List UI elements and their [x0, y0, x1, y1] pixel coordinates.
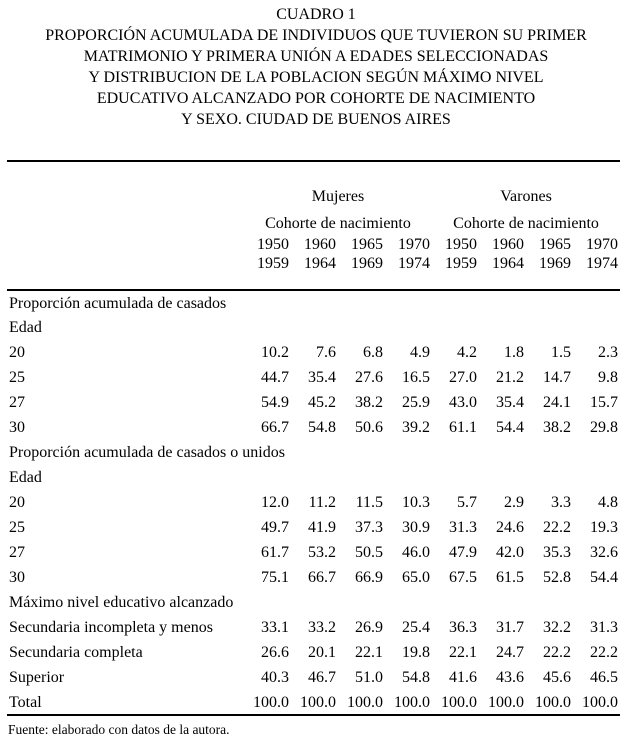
cell-value: 37.3	[355, 519, 383, 536]
cell-value: 36.3	[449, 619, 477, 636]
cell-value: 24.7	[496, 644, 524, 661]
cell-value: 4.8	[598, 494, 619, 511]
cell-value: 19.3	[590, 519, 619, 536]
year-header: 1974	[398, 255, 430, 272]
cell-value: 100.0	[488, 693, 524, 711]
section-label: Máximo nivel educativo alcanzado	[9, 594, 234, 611]
cell-value: 33.2	[308, 619, 336, 636]
group-header-mujeres: Mujeres	[311, 188, 365, 205]
cell-value: 21.2	[496, 369, 524, 386]
cell-value: 43.6	[496, 669, 524, 686]
cell-value: 66.7	[308, 569, 336, 586]
header-spacer	[7, 233, 244, 254]
cell-value: 61.1	[449, 419, 477, 436]
cell-value: 43.0	[449, 394, 477, 411]
section-sublabel: Edad	[9, 319, 42, 336]
source-note: Fuente: elaborado con datos de la autora.	[8, 722, 230, 737]
year-header: 1970	[586, 236, 619, 253]
cell-value: 4.2	[457, 344, 477, 361]
row-label: Total	[9, 693, 42, 711]
title-line-1: CUADRO 1	[276, 6, 356, 23]
title-line-5: EDUCATIVO ALCANZADO POR COHORTE DE NACIMIENTO	[96, 90, 536, 107]
title-line-4: Y DISTRIBUCION DE LA POBLACION SEGÚN MÁXIMO NIVEL	[88, 69, 544, 86]
cohort-label-varones: Cohorte de nacimiento	[453, 215, 599, 232]
year-header: 1964	[304, 255, 336, 272]
cell-value: 46.5	[590, 669, 619, 686]
table-row	[7, 340, 620, 365]
cell-value: 66.7	[261, 419, 289, 436]
year-header: 1965	[351, 236, 383, 253]
section-sublabel-row	[7, 465, 620, 490]
cell-value: 24.6	[496, 519, 524, 536]
cell-value: 46.7	[308, 669, 336, 686]
section-label-row	[7, 440, 620, 465]
cell-value: 31.3	[590, 619, 619, 636]
sex-group-header-row	[7, 161, 620, 206]
cell-value: 41.9	[308, 519, 336, 536]
cell-value: 4.9	[410, 344, 430, 361]
table-row	[7, 390, 620, 415]
table-row	[7, 665, 620, 690]
cell-value: 100.0	[300, 693, 336, 711]
cell-value: 41.6	[449, 669, 477, 686]
table-title	[0, 0, 632, 130]
cell-value: 9.8	[598, 369, 619, 386]
year-header: 1974	[586, 255, 619, 272]
cell-value: 35.3	[543, 544, 571, 561]
year-header: 1960	[304, 236, 336, 253]
year-header: 1969	[539, 255, 571, 272]
row-label: 27	[9, 394, 25, 411]
cell-value: 19.8	[402, 644, 430, 661]
cell-value: 49.7	[261, 519, 289, 536]
cell-value: 35.4	[308, 369, 336, 386]
cell-value: 22.2	[543, 519, 571, 536]
year-header: 1970	[398, 236, 430, 253]
row-label: 25	[9, 519, 25, 536]
cell-value: 100.0	[394, 693, 430, 711]
cell-value: 38.2	[355, 394, 383, 411]
header-spacer	[7, 161, 244, 206]
cell-value: 46.0	[402, 544, 430, 561]
cell-value: 54.9	[261, 394, 289, 411]
cell-value: 11.2	[308, 494, 336, 511]
section-label-row	[7, 290, 620, 315]
cell-value: 45.6	[543, 669, 571, 686]
cell-value: 100.0	[441, 693, 477, 711]
year-header: 1950	[445, 236, 477, 253]
cell-value: 22.1	[449, 644, 477, 661]
cell-value: 22.2	[590, 644, 619, 661]
cell-value: 30.9	[402, 519, 430, 536]
cell-value: 31.7	[496, 619, 524, 636]
cohort-end-years-row	[7, 254, 620, 290]
cell-value: 24.1	[543, 394, 571, 411]
cell-value: 5.7	[457, 494, 477, 511]
row-label: 20	[9, 344, 25, 361]
title-line-2: PROPORCIÓN ACUMULADA DE INDIVIDUOS QUE TUVIERON SU PRIMER	[45, 27, 587, 44]
cell-value: 75.1	[261, 569, 289, 586]
cell-value: 20.1	[308, 644, 336, 661]
cell-value: 27.0	[449, 369, 477, 386]
cell-value: 45.2	[308, 394, 336, 411]
cell-value: 2.9	[504, 494, 524, 511]
year-header: 1960	[492, 236, 524, 253]
data-table	[7, 160, 620, 716]
row-label: 27	[9, 544, 25, 561]
table-row	[7, 365, 620, 390]
cell-value: 47.9	[449, 544, 477, 561]
table-row	[7, 490, 620, 515]
title-line-6: Y SEXO. CIUDAD DE BUENOS AIRES	[181, 111, 451, 128]
cell-value: 35.4	[496, 394, 524, 411]
cell-value: 38.2	[543, 419, 571, 436]
table-row	[7, 690, 620, 715]
cell-value: 7.6	[316, 344, 336, 361]
table-row	[7, 640, 620, 665]
cell-value: 39.2	[402, 419, 430, 436]
table-row	[7, 615, 620, 640]
row-label: Secundaria incompleta y menos	[9, 619, 213, 636]
cell-value: 50.5	[355, 544, 383, 561]
group-header-varones: Varones	[500, 188, 552, 205]
section-label: Proporción acumulada de casados o unidos	[9, 444, 285, 461]
table-row	[7, 540, 620, 565]
cell-value: 52.8	[543, 569, 571, 586]
cell-value: 44.7	[261, 369, 289, 386]
cell-value: 1.5	[551, 344, 571, 361]
cell-value: 65.0	[402, 569, 430, 586]
cell-value: 22.2	[543, 644, 571, 661]
cell-value: 67.5	[449, 569, 477, 586]
cell-value: 10.2	[261, 344, 289, 361]
table-header	[7, 161, 620, 290]
cell-value: 25.4	[402, 619, 430, 636]
year-header: 1959	[257, 255, 289, 272]
table-row	[7, 415, 620, 440]
year-header: 1969	[351, 255, 383, 272]
cell-value: 1.8	[504, 344, 524, 361]
cohort-label-mujeres: Cohorte de nacimiento	[265, 215, 411, 232]
year-header: 1965	[539, 236, 571, 253]
cell-value: 53.2	[308, 544, 336, 561]
cell-value: 100.0	[535, 693, 571, 711]
cohort-label-row	[7, 206, 620, 233]
table-body	[7, 290, 620, 715]
year-header: 1959	[445, 255, 477, 272]
cell-value: 33.1	[261, 619, 289, 636]
cell-value: 100.0	[347, 693, 383, 711]
row-label: 30	[9, 569, 25, 586]
cell-value: 50.6	[355, 419, 383, 436]
cell-value: 6.8	[363, 344, 383, 361]
cell-value: 3.3	[551, 494, 571, 511]
cell-value: 61.7	[261, 544, 289, 561]
cell-value: 31.3	[449, 519, 477, 536]
cell-value: 22.1	[355, 644, 383, 661]
section-label: Proporción acumulada de casados	[9, 294, 227, 312]
row-label: 30	[9, 419, 25, 436]
cell-value: 29.8	[590, 419, 619, 436]
cell-value: 27.6	[355, 369, 383, 386]
section-label-row	[7, 590, 620, 615]
cell-value: 42.0	[496, 544, 524, 561]
table-row	[7, 565, 620, 590]
cell-value: 66.9	[355, 569, 383, 586]
year-header: 1964	[492, 255, 524, 272]
row-label: Superior	[9, 669, 65, 686]
row-label: 20	[9, 494, 25, 511]
section-sublabel: Edad	[9, 469, 42, 486]
cell-value: 14.7	[543, 369, 571, 386]
cell-value: 25.9	[402, 394, 430, 411]
section-sublabel-row	[7, 315, 620, 340]
cell-value: 26.9	[355, 619, 383, 636]
cell-value: 16.5	[402, 369, 430, 386]
table-row	[7, 515, 620, 540]
cell-value: 51.0	[355, 669, 383, 686]
cell-value: 40.3	[261, 669, 289, 686]
header-spacer	[7, 206, 244, 233]
header-spacer	[7, 254, 244, 290]
cell-value: 32.2	[543, 619, 571, 636]
cohort-start-years-row	[7, 233, 620, 254]
row-label: Secundaria completa	[9, 644, 143, 661]
cell-value: 12.0	[261, 494, 289, 511]
cell-value: 54.4	[496, 419, 524, 436]
year-header: 1950	[257, 236, 289, 253]
cell-value: 32.6	[590, 544, 619, 561]
cell-value: 26.6	[261, 644, 289, 661]
cell-value: 54.8	[402, 669, 430, 686]
row-label: 25	[9, 369, 25, 386]
cell-value: 54.8	[308, 419, 336, 436]
cell-value: 11.5	[355, 494, 383, 511]
cell-value: 2.3	[598, 344, 619, 361]
cell-value: 54.4	[590, 569, 619, 586]
cell-value: 10.3	[402, 494, 430, 511]
cell-value: 61.5	[496, 569, 524, 586]
title-line-3: MATRIMONIO Y PRIMERA UNIÓN A EDADES SELECCIONADAS	[83, 48, 549, 65]
cell-value: 100.0	[253, 693, 289, 711]
cell-value: 100.0	[582, 693, 619, 711]
cell-value: 15.7	[590, 394, 619, 411]
